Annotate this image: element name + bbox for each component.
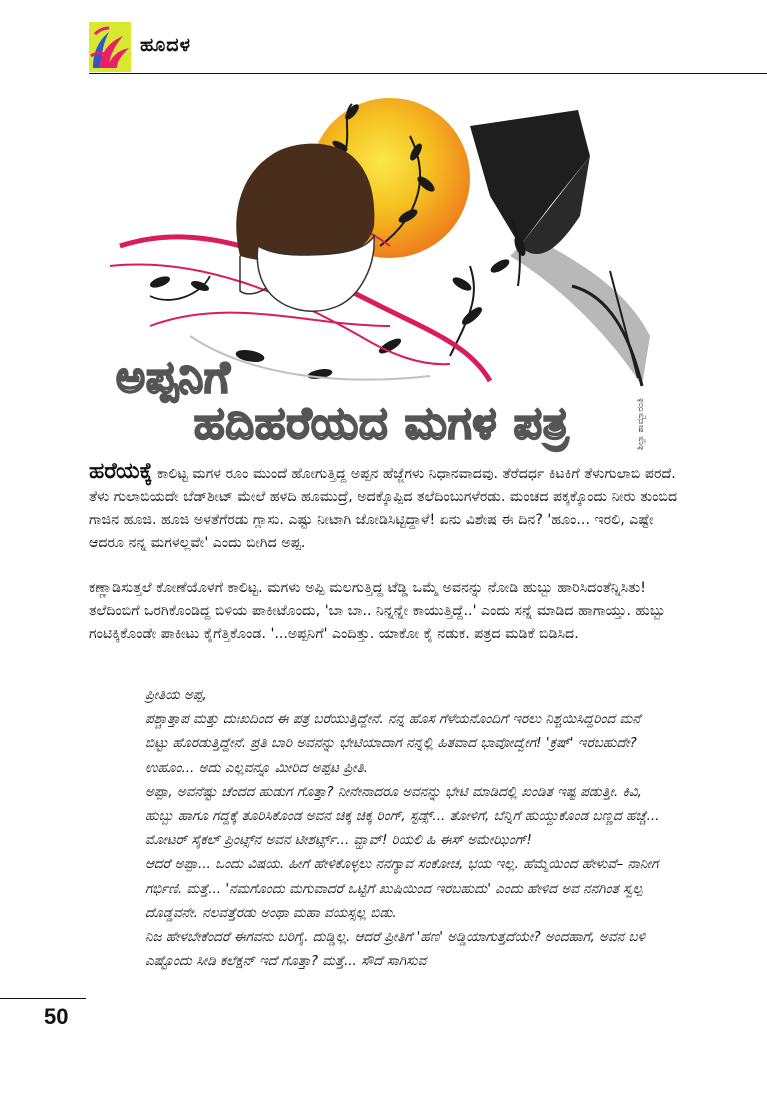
letter-body xyxy=(145,683,665,973)
illustrator-credit: ಶಿಲ್ಪಾ ಶಾಮ್ಬಾರಂತಿ xyxy=(636,398,646,450)
letter-paragraph: ಪಶ್ಚಾತ್ತಾಪ ಮತ್ತು ದುಃಖದಿಂದ ಈ ಪತ್ರ ಬರೆಯುತ್ತಿದ್ದೇನೆ. ನನ್ನ ಹೊಸ ಗೆಳೆಯನೊಂದಿಗೆ ಇರಲು ನಿಶ್ಚಯಿಸಿದ್ದರಿಂದ ಮನೆ ಬಿಟ್ಟು ಹೊರಡುತ್ತಿದ್ದೇನೆ. ಪ್ರತಿ ಬಾರಿ ಅವನನ್ನು ಭೇಟಿಯಾದಾಗ ನನ್ನಲ್ಲಿ ಹಿತವಾದ ಭಾವೋದ್ವೇಗ! 'ಕ್ರಷ್' ಇರಬಹುದೇ? ಉಹೂಂ... ಅದು ಎಲ್ಲವನ್ನೂ ಮೀರಿದ ಅಪ್ಪಟ ಪ್ರೀತಿ. xyxy=(145,711,641,776)
intro-paragraph-1 xyxy=(89,460,689,555)
letter-paragraph: ನಿಜ ಹೇಳಬೇಕೆಂದರೆ ಈಗವನು ಬರಿಗೈ. ದುಡ್ಡಿಲ್ಲ. ಆದರೆ ಪ್ರೀತಿಗೆ 'ಹಣ' ಅಡ್ಡಿಯಾಗುತ್ತದೆಯೇ? ಅಂದಹಾಗೆ, ಅವನ ಬಳಿ ಎಷ್ಟೊಂದು ಸೀಡಿ ಕಲೆಕ್ಷನ್ ಇದೆ ಗೊತ್ತಾ? ಮತ್ತೆ... ಸೌದೆ ಸಾಗಿಸುವ xyxy=(145,929,645,970)
page-number: 50 xyxy=(44,1004,69,1029)
letter-paragraph: ಅಪ್ಪಾ, ಅವನೆಷ್ಟು ಚೆಂದದ ಹುಡುಗ ಗೊತ್ತಾ? ನೀನೇನಾದರೂ ಅವನನ್ನು ಭೇಟಿ ಮಾಡಿದಲ್ಲಿ ಖಂಡಿತ ಇಷ್ಟ ಪಡುತ್ತೀ. ಕಿವಿ, ಹುಬ್ಬು ಹಾಗೂ ಗದ್ದಕ್ಕೆ ತೂರಿಸಿಕೊಂಡ ಅವನ ಚಿಕ್ಕ ಚಿಕ್ಕ ರಿಂಗ್, ಸ್ಟಡ್ಸ್... ತೋಳಿಗೆ, ಬೆನ್ನಿಗೆ ಹುಯ್ದುಕೊಂಡ ಬಣ್ಣದ ಹಚ್ಚೆ... ಮೋಟರ್ ಸೈಕಲ್ ಪ್ರಿಂಟ್ಸ್‌ನ ಅವನ ಟೀಶರ್ಟ್ಸ್... ವ್ಹಾವ್! ರಿಯಲಿ ಹಿ ಈಸ್ ಅಮೇಝಿಂಗ್! xyxy=(145,783,660,849)
article-title-line-1: ಅಪ್ಪನಿಗೆ xyxy=(116,352,231,403)
dropcap-word: ಹರೆಯಕ್ಕೆ xyxy=(89,459,153,484)
page-header xyxy=(0,0,767,80)
flower-logo-icon xyxy=(89,22,131,72)
boy-head-icon xyxy=(236,144,374,312)
article-illustration xyxy=(90,96,680,396)
intro-paragraph-1-text: ಕಾಲಿಟ್ಟ ಮಗಳ ರೂಂ ಮುಂದೆ ಹೋಗುತ್ತಿದ್ದ ಅಪ್ಪನ ಹೆಜ್ಜೆಗಳು ನಿಧಾನವಾದವು. ತೆರೆದರ್ಧ ಕಿಟಕಿಗೆ ತೆಳುಗುಲಾಬಿ ಪರದೆ. ತೆಳು ಗುಲಾಬಿಯದೇ ಬೆಡ್‌ಶೀಟ್ ಮೇಲೆ ಹಳದಿ ಹೂಮುದ್ರೆ, ಅದಕ್ಕೊಪ್ಪಿದ ತಲೆದಿಂಬುಗಳೆರಡು. ಮಂಚದ ಪಕ್ಕಕ್ಕೊಂದು ನೀರು ತುಂಬಿದ ಗಾಜಿನ ಹೂಜಿ. ಹೂಜಿ ಅಳತೆಗೆರಡು ಗ್ಲಾಸು. ಎಷ್ಟು ನೀಟಾಗಿ ಜೋಡಿಸಿಟ್ಟಿದ್ದಾಳೆ! ಏನು ವಿಶೇಷ ಈ ದಿನ? 'ಹೂಂ... ಇರಲಿ, ಎಷ್ಟೇ ಆದರೂ ನನ್ನ ಮಗಳಲ್ಲವೇ' ಎಂದು ಬೀಗಿದ ಅಪ್ಪ. xyxy=(89,466,678,551)
magazine-title: ಹೂದಳ xyxy=(140,34,191,56)
pen-nib-icon xyxy=(470,110,650,386)
letter-paragraph: ಆದರೆ ಅಪ್ಪಾ... ಒಂದು ವಿಷಯ. ಹೀಗೆ ಹೇಳಿಕೊಳ್ಳಲು ನನಗ್ಯಾವ ಸಂಕೋಚ, ಭಯ ಇಲ್ಲ. ಹೆಮ್ಮೆಯಿಂದ ಹೇಳುವೆ– ನಾನೀಗ ಗರ್ಭಿಣಿ. ಮತ್ತೆ... 'ನಮಗೊಂದು ಮಗುವಾದರೆ ಒಟ್ಟಿಗೆ ಖುಷಿಯಿಂದ ಇರಬಹುದು' ಎಂದು ಹೇಳಿದ ಅವ ನನಗಿಂತ ಸ್ವಲ್ಪ ದೊಡ್ಡವನೇ. ನಲವತ್ತೆರಡು ಅಂಥಾ ಮಹಾ ವಯಸ್ಸಲ್ಲ ಬಿಡು. xyxy=(145,856,659,921)
intro-paragraph-2: ಕಣ್ಣಾಡಿಸುತ್ತಲೆ ಕೋಣೆಯೊಳಗೆ ಕಾಲಿಟ್ಟ. ಮಗಳು ಅಪ್ಪಿ ಮಲಗುತ್ತಿದ್ದ ಟೆಡ್ಡಿ ಒಮ್ಮೆ ಅವನನ್ನು ನೋಡಿ ಹುಬ್ಬು ಹಾರಿಸಿದಂತೆನ್ನಿಸಿತು! ತಲೆದಿಂಬಿಗೆ ಒರಗಿಕೊಂಡಿದ್ದ ಬಿಳಿಯ ಪಾಕೀಟೊಂದು, 'ಬಾ ಬಾ.. ನಿನ್ನನ್ನೇ ಕಾಯುತ್ತಿದ್ದೆ..' ಎಂದು ಸನ್ನೆ ಮಾಡಿದ ಹಾಗಾಯ್ತು. ಹುಬ್ಬು ಗಂಟಿಕ್ಕಿಕೊಂಡೇ ಪಾಕೀಟು ಕೈಗೆತ್ತಿಕೊಂಡ. '...ಅಪ್ಪನಿಗೆ' ಎಂದಿತ್ತು. ಯಾಕೋ ಕೈ ನಡುಕ. ಪತ್ರದ ಮಡಿಕೆ ಬಿಡಿಸಿದ. xyxy=(89,580,666,642)
header-divider xyxy=(89,73,767,74)
letter-salutation: ಪ್ರೀತಿಯ ಅಪ್ಪ, xyxy=(145,687,207,703)
article-title-line-2: ಹದಿಹರೆಯದ ಮಗಳ ಪತ್ರ xyxy=(194,398,570,449)
footer-divider xyxy=(0,998,86,999)
